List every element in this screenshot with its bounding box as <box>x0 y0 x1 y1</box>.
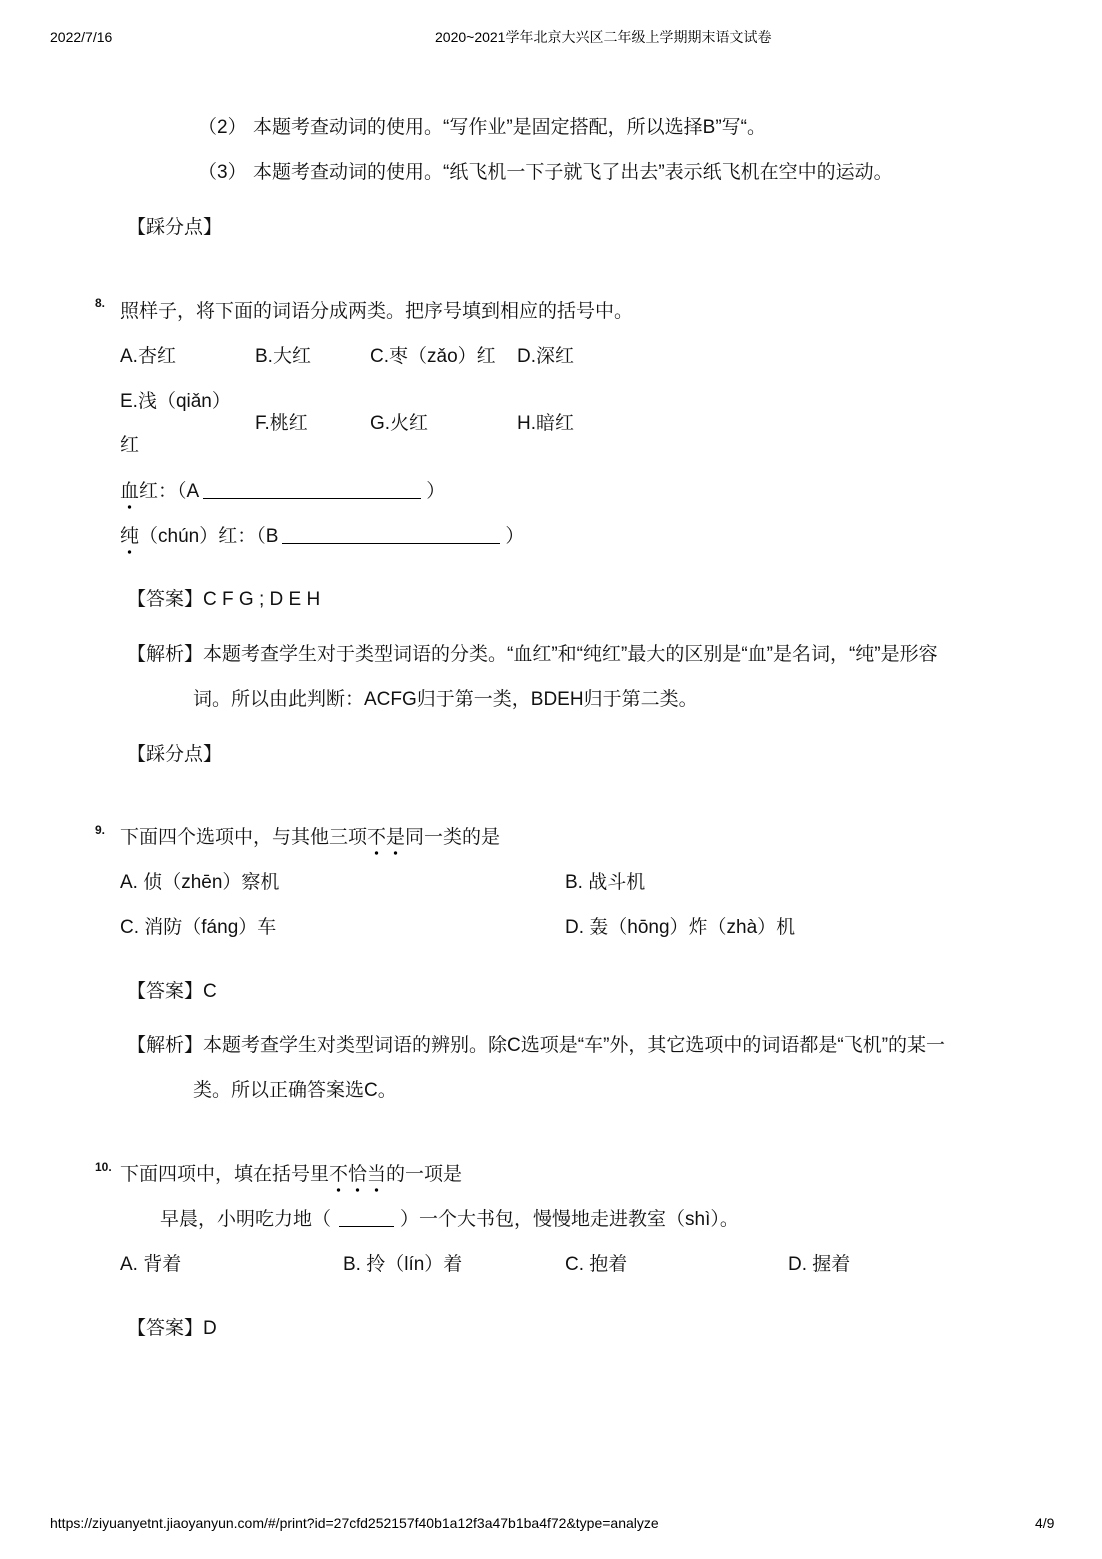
choice-option-d: D. 握着 <box>788 1254 851 1275</box>
stem-text: 下面四个选项中，与其他三项 <box>120 827 368 848</box>
analysis-row <box>127 1034 945 1058</box>
word-option: H.暗红 <box>517 413 575 434</box>
answer-label: 【答案】 <box>127 981 204 1002</box>
choice-option-b: B. 拎（lín）着 <box>343 1254 463 1275</box>
word-option: A.杏红 <box>120 346 176 367</box>
close-paren: ） <box>505 526 525 547</box>
choice-option-b: B. 战斗机 <box>565 872 646 893</box>
page-title: 2020~2021学年北京大兴区二年级上学期期末语文试卷 <box>435 29 772 45</box>
sentence-text: 早晨，小明吃力地（ <box>160 1209 332 1230</box>
answer-value: D <box>203 1318 217 1339</box>
analysis-text-line: 词。所以由此判断：ACFG归于第一类，BDEH归于第二类。 <box>193 689 698 710</box>
question-stem <box>120 1163 462 1187</box>
close-paren: ） <box>426 481 446 502</box>
fill-blank-label: 红：（A <box>139 481 200 502</box>
scoring-point-label: 【踩分点】 <box>127 744 223 765</box>
answer-label: 【答案】 <box>127 1318 204 1339</box>
answer-blank-line <box>282 525 500 544</box>
answer-value: C <box>203 981 217 1002</box>
analysis-item-number: （3） <box>198 162 247 183</box>
answer-value: C F G ; D E H <box>203 589 321 610</box>
analysis-item-number: （2） <box>198 117 247 138</box>
answer-label: 【答案】 <box>127 589 204 610</box>
emphasized-char: 纯 <box>120 526 139 555</box>
analysis-text-line: 本题考查学生对类型词语的辨别。除C选项是“车”外，其它选项中的词语都是“飞机”的某一 <box>203 1035 946 1056</box>
word-option: B.大红 <box>255 346 311 367</box>
word-option: F.桃红 <box>255 413 308 434</box>
question-number: 9. <box>95 823 106 837</box>
stem-text: 的一项是 <box>386 1164 463 1185</box>
choice-option-c: C. 抱着 <box>565 1254 628 1275</box>
emphasized-text: 不是 <box>367 827 405 856</box>
print-date: 2022/7/16 <box>50 29 113 45</box>
answer-row <box>127 980 217 1004</box>
choice-option-c: C. 消防（fáng）车 <box>120 917 277 938</box>
scoring-point-label: 【踩分点】 <box>127 217 223 238</box>
analysis-text-line: 本题考查学生对于类型词语的分类。“血红”和“纯红”最大的区别是“血”是名词，“纯”是形容 <box>203 644 938 665</box>
stem-text: 同一类的是 <box>405 827 501 848</box>
analysis-text-line: 类。所以正确答案选C。 <box>193 1080 397 1101</box>
word-option: D.深红 <box>517 346 575 367</box>
fill-blank-row <box>120 525 524 549</box>
sentence-text: ）一个大书包，慢慢地走进教室（shì）。 <box>400 1209 739 1230</box>
word-option: E.浅（qiǎn）红 <box>120 391 231 456</box>
choice-option-d: D. 轰（hōng）炸（zhà）机 <box>565 917 796 938</box>
answer-row <box>127 588 320 612</box>
question-stem: 照样子，将下面的词语分成两类。把序号填到相应的括号中。 <box>120 301 634 322</box>
emphasized-char: 血 <box>120 481 139 510</box>
analysis-label: 【解析】 <box>127 1035 204 1056</box>
question-stem <box>120 826 500 850</box>
analysis-row <box>127 643 938 667</box>
answer-blank-line <box>339 1208 394 1227</box>
page-url: https://ziyuanyetnt.jiaoyanyun.com/#/print?id=27cfd252157f40b1a12f3a47b1ba4f72&type=analyze <box>50 1515 659 1531</box>
answer-row <box>127 1317 217 1341</box>
fill-blank-row <box>120 480 445 504</box>
word-option: G.火红 <box>370 413 429 434</box>
choice-option-a: A. 侦（zhēn）察机 <box>120 872 280 893</box>
analysis-label: 【解析】 <box>127 644 204 665</box>
example-sentence <box>160 1208 739 1232</box>
answer-blank-line <box>203 480 421 499</box>
choice-option-a: A. 背着 <box>120 1254 182 1275</box>
analysis-item-text: 本题考查动词的使用。“纸飞机一下子就飞了出去”表示纸飞机在空中的运动。 <box>253 162 893 183</box>
stem-text: 下面四项中，填在括号里 <box>120 1164 330 1185</box>
emphasized-text: 不恰当 <box>329 1164 386 1193</box>
analysis-item-text: 本题考查动词的使用。“写作业”是固定搭配，所以选择B”写“。 <box>253 117 766 138</box>
fill-blank-label: （chún）红：（B <box>139 526 279 547</box>
word-option: C.枣（zǎo）红 <box>370 346 496 367</box>
page-number: 4/9 <box>1035 1515 1055 1531</box>
question-number: 10. <box>95 1160 112 1174</box>
question-number: 8. <box>95 296 106 310</box>
